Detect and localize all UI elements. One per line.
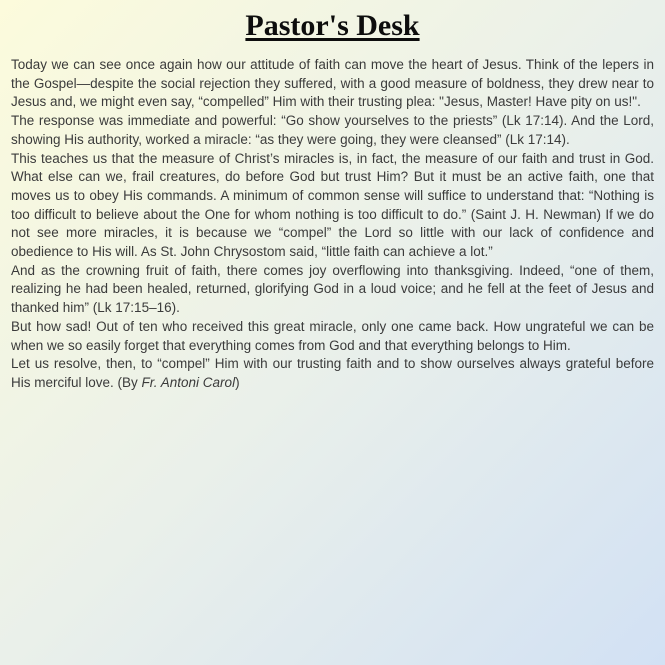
page-title: Pastor's Desk xyxy=(245,9,420,42)
paragraph-response: The response was immediate and powerful: “Go show yourselves to the priests” (Lk 17:14). And the Lord, showing His authority, worked a miracle: “as they were going, they were cleansed” (Lk 17:14). xyxy=(11,113,654,147)
paragraph-measure-of-faith: This teaches us that the measure of Christ’s miracles is, in fact, the measure of our faith and trust in God. What else can we, frail creatures, do before God but trust Him? But it must be an active faith, one that moves us to obey His commands. A minimum of common sense will suffice to understand that: “Nothing is too difficult to believe about the One for whom nothing is too difficult to do.” (Saint J. H. Newman) If we do not see more miracles, it is because we “compel” the Lord so little with our lack of confidence and obedience to His will. As St. John Chrysostom said, “little faith can achieve a lot.” xyxy=(11,150,654,260)
paragraph-ungrateful: But how sad! Out of ten who received this great miracle, only one came back. How ungrateful we can be when we so easily forget that everything comes from God and that everything belongs to Him. xyxy=(11,318,654,353)
article-body xyxy=(0,56,665,393)
paragraph-text: ) xyxy=(235,374,240,390)
paragraph-resolution xyxy=(11,355,654,392)
paragraph-text: Let us resolve, then, to “compel” Him with our trusting faith and to show ourselves always grateful before His merciful love. (By xyxy=(11,356,654,390)
paragraph-thanksgiving: And as the crowning fruit of faith, there comes joy overflowing into thanksgiving. Indeed, “one of them, realizing he had been healed, returned, glorifying God in a loud voice; and he fell at the feet of Jesus and thanked him” (Lk 17:15–16). xyxy=(11,262,654,316)
author-name: Fr. Antoni Carol xyxy=(141,374,236,390)
paragraph-lepers-intro: Today we can see once again how our attitude of faith can move the heart of Jesus. Think of the lepers in the Gospel—despite the social rejection they suffered, with a good measure of boldness, they drew near to Jesus and, we might even say, “compelled” Him with their trusting plea: "Jesus, Master! Have pity on us!". xyxy=(11,57,654,110)
